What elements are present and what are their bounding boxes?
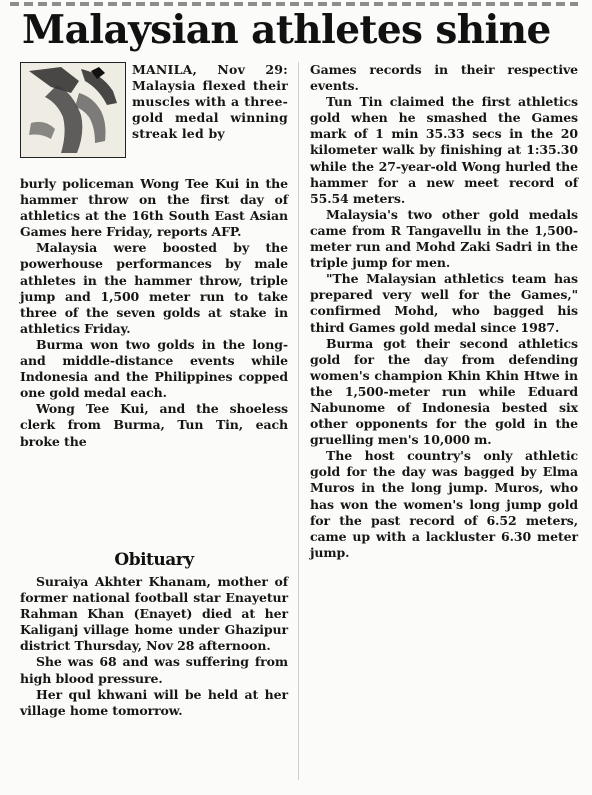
article-lead	[132, 62, 288, 142]
article-paragraph: Games records in their respective events.	[310, 62, 578, 94]
article-paragraph: Wong Tee Kui, and the shoeless clerk from Burma, Tun Tin, each broke the	[20, 401, 288, 449]
article-right-column	[310, 62, 578, 561]
article-paragraph: Tun Tin claimed the first athletics gold when he smashed the Games mark of 1 min 35.33 secs in the 20 kilometer walk by finishing at 1:35.30 while the 27-year-old Wong hurled the hammer for a new meet record of 55.54 meters.	[310, 94, 578, 206]
article-paragraph: burly policeman Wong Tee Kui in the hammer throw on the first day of athletics at the 16th South East Asian Games here Friday, reports AFP.	[20, 176, 288, 240]
article-paragraph: Burma won two golds in the long-and middle-distance events while Indonesia and the Philippines copped one gold medal each.	[20, 336, 288, 401]
article-paragraph: Burma got their second athletics gold for the day from defending women's champion Khin Khin Htwe in the 1,500-meter run while Eduard Nabunome of Indonesia bested six other opponents for the gold in the gruelling men's 10,000 m.	[310, 335, 578, 448]
obituary-paragraph: Suraiya Akhter Khanam, mother of former national football star Enayetur Rahman Khan (Enayet) died at her Kaliganj village home under Ghazipur district Thursday, Nov 28 afternoon.	[20, 574, 288, 654]
article-left-column	[20, 176, 288, 450]
article-lead-text: MANILA, Nov 29: Malaysia flexed their muscles with a three-gold medal winning streak led by	[132, 62, 288, 142]
obituary-body	[20, 574, 288, 719]
headline: Malaysian athletes shine	[22, 7, 551, 53]
article-paragraph: The host country's only athletic gold for the day was bagged by Elma Muros in the long jump. Muros, who has won the women's long jump gold for the past record of 6.52 meters, came up with a lackluster 6.30 meter jump.	[310, 448, 578, 560]
obituary-heading: Obituary	[114, 550, 194, 570]
article-paragraph: "The Malaysian athletics team has prepared very well for the Games," confirmed Mohd, who bagged his third Games gold medal since 1987.	[310, 271, 578, 335]
obituary-paragraph: Her qul khwani will be held at her village home tomorrow.	[20, 686, 288, 718]
athlete-photo-icon	[20, 62, 126, 158]
article-paragraph: Malaysia were boosted by the powerhouse performances by male athletes in the hammer throw, triple jump and 1,500 meter run to take three of the seven golds at stake in athletics Friday.	[20, 240, 288, 336]
article-paragraph: Malaysia's two other gold medals came from R Tangavellu in the 1,500-meter run and Mohd Zaki Sadri in the triple jump for men.	[310, 206, 578, 271]
obituary-paragraph: She was 68 and was suffering from high blood pressure.	[20, 654, 288, 686]
column-divider	[298, 62, 299, 780]
